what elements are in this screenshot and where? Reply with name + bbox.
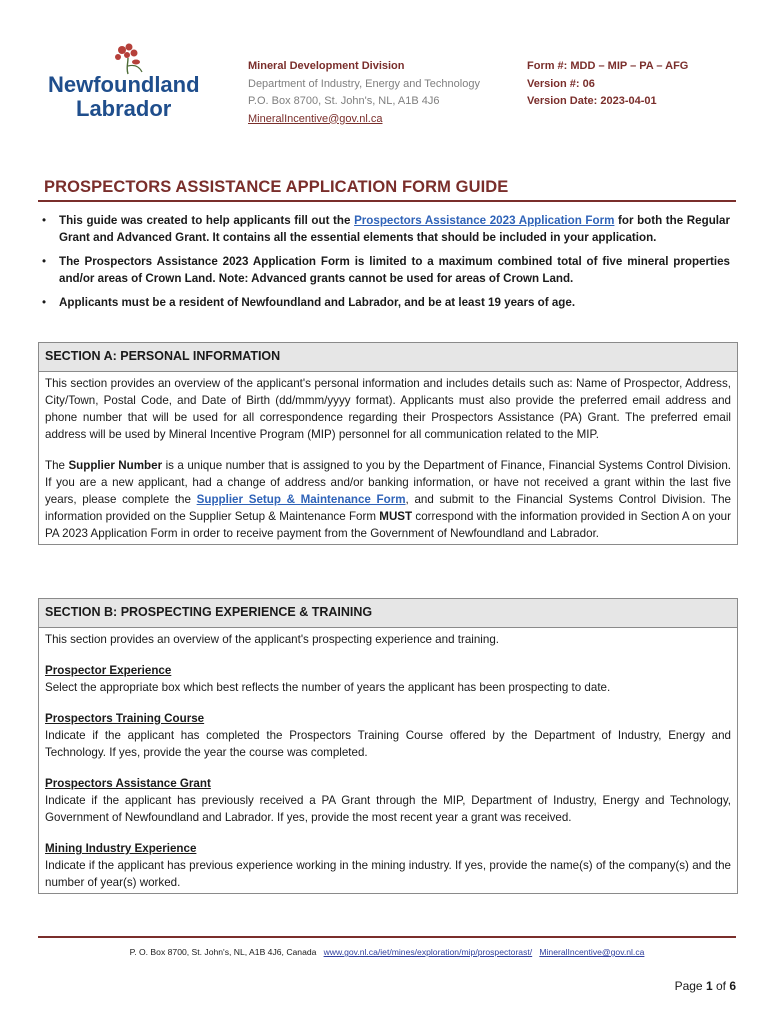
form-info-block (527, 58, 747, 111)
page-title: PROSPECTORS ASSISTANCE APPLICATION FORM GUIDE (44, 178, 509, 196)
section-b-body (39, 628, 737, 893)
footer-email-link[interactable]: MineralIncentive@gov.nl.ca (539, 947, 645, 957)
header-address: P.O. Box 8700, St. John's, NL, A1B 4J6 (248, 95, 440, 107)
section-a-overview: This section provides an overview of the applicant's personal information and includes details such as: Name of Prospector, Address, City/Town, Postal Code, and Date of Birth (dd/mmm/yyyy format). Applicants must also provide the preferred email address and phone number that will be used for all correspondence regarding their Prospectors Assistance (PA) Grant. The preferred email address will be used by Mineral Incentive Program (MIP) personnel for all communication related to the MIP. (45, 377, 731, 441)
bullet-item-residency: • Applicants must be a resident of Newfoundland and Labrador, and be at least 19 years of age. (40, 294, 730, 311)
logo-text-newfoundland: Newfoundland (48, 72, 200, 97)
application-form-link[interactable]: Prospectors Assistance 2023 Application Form (354, 214, 615, 227)
division-name: Mineral Development Division (248, 60, 405, 72)
bullet-item-property-limit: • The Prospectors Assistance 2023 Application Form is limited to a maximum combined total of five mineral properties and/or areas of Crown Land. Note: Advanced grants cannot be used for areas of Crown Land. (40, 253, 730, 287)
prospector-experience-item: Prospector Experience Select the appropriate box which best reflects the number of years the applicant has been prospecting to date. (45, 664, 611, 694)
logo-text-labrador: Labrador (76, 96, 172, 121)
mining-experience-item: Mining Industry Experience Indicate if the applicant has previous experience working in the mining industry. If yes, provide the name(s) of the company(s) and the number of year(s) worked. (45, 842, 731, 889)
section-a-body (39, 372, 737, 544)
header-email-link[interactable]: MineralIncentive@gov.nl.ca (248, 112, 383, 125)
header-contact-block (248, 58, 518, 128)
footer-address: P. O. Box 8700, St. John's, NL, A1B 4J6, Canada (129, 947, 317, 957)
pitcher-plant-icon (44, 40, 204, 124)
section-b-prospecting-experience (38, 598, 738, 894)
newfoundland-labrador-logo (44, 40, 204, 124)
guide-bullet-list (40, 212, 730, 318)
footer-website-link[interactable]: www.gov.nl.ca/iet/mines/exploration/mip/prospectorast/ (323, 947, 533, 957)
footer-divider (38, 936, 736, 938)
department-name: Department of Industry, Energy and Technology (248, 77, 480, 90)
section-b-intro: This section provides an overview of the applicant's prospecting experience and training. (45, 633, 499, 646)
version-number: Version #: 06 (527, 77, 595, 90)
bullet-item-guide-purpose: • This guide was created to help applicants fill out the Prospectors Assistance 2023 Application Form for both the Regular Grant and Advanced Grant. It contains all the essential elements that should be included in your application. (40, 212, 730, 246)
title-divider (38, 200, 736, 202)
supplier-setup-form-link[interactable]: Supplier Setup & Maintenance Form (196, 493, 406, 506)
training-course-item: Prospectors Training Course Indicate if the applicant has completed the Prospectors Training Course offered by the Department of Industry, Energy and Technology. If yes, provide the year the course was completed. (45, 712, 731, 759)
page-number: Page 1 of 6 (674, 979, 736, 993)
section-a-heading: SECTION A: PERSONAL INFORMATION (39, 343, 737, 372)
version-date: Version Date: 2023-04-01 (527, 95, 657, 107)
section-a-personal-information (38, 342, 738, 545)
form-number: Form #: MDD – MIP – PA – AFG (527, 60, 689, 72)
assistance-grant-item: Prospectors Assistance Grant Indicate if the applicant has previously received a PA Grant through the MIP, Department of Industry, Energy and Technology, Government of Newfoundland and Labrador. If yes, provide the most recent year a grant was received. (45, 777, 731, 824)
page-footer (38, 947, 736, 957)
section-a-supplier-number: The Supplier Number is a unique number that is assigned to you by the Department of Finance, Financial Systems Control Division. If you are a new applicant, had a change of address and/or banking information, or have not received a grant within the last five years, please complete the Supplier Setup & Maintenance Form, and submit to the Financial Systems Control Division. The information provided on the Supplier Setup & Maintenance Form MUST correspond with the information provided in Section A on your PA 2023 Application Form in order to receive payment from the Government of Newfoundland and Labrador. (45, 459, 731, 540)
section-b-heading: SECTION B: PROSPECTING EXPERIENCE & TRAINING (39, 599, 737, 628)
